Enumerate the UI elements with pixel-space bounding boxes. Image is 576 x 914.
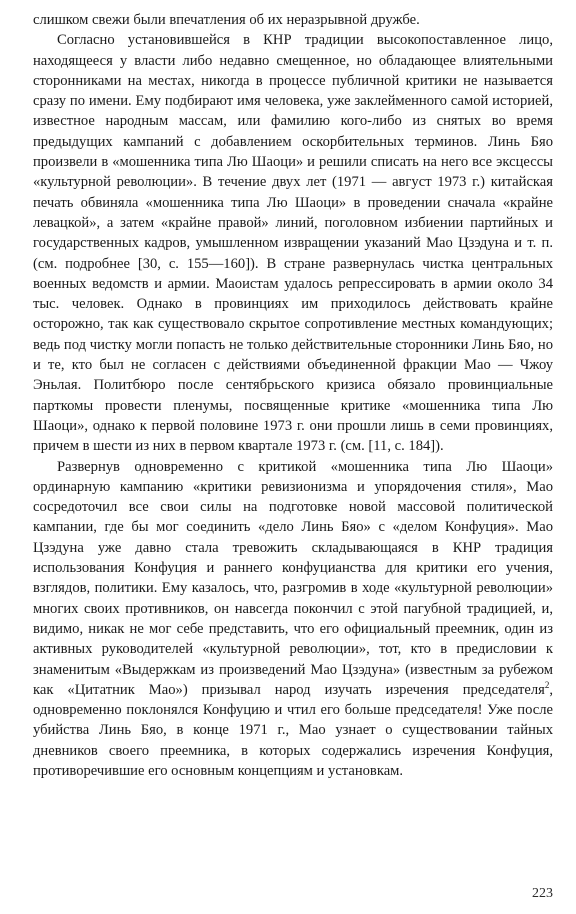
paragraph-tradition: Согласно установившейся в КНР традиции высокопоставленное лицо, находящееся у власти либо недавно смещенное, но обладающее влиятельными сторонниками на местах, никогда в процессе публичной критики не называется сразу по имени. Ему подбирают имя человека, уже заклейменного самой историей, известное народным массам, или фамилию кого-либо из снятых во время предыдущих кампаний с добавлением оскорбительных терминов. Линь Бяо произвели в «мошенника типа Лю Шаоци» и решили списать на него все эксцессы «культурной революции». В течение двух лет (1971 — август 1973 г.) китайская печать обвиняла «мошенника типа Лю Шаоци» в проведении сначала «крайне левацкой», а затем «крайне правой» линий, поголовном избиении партийных и государственных кадров, умышленном извращении указаний Мао Цзэдуна и т. п. (см. подробнее [30, с. 155—160]). В стране развернулась чистка центральных военных ведомств и армии. Маоистам удалось репрессировать в армии около 34 тыс. человек. Однако в провинциях им приходилось действовать крайне осторожно, так как существовало скрытое сопротивление местных командующих; ведь под чистку могли попасть не только действительные сторонники Линь Бяо, но и те, кто был не согласен с действиями объединенной фракции Мао — Чжоу Эньлая. Политбюро после сентябрьского кризиса обязало провинциальные парткомы провести пленумы, посвященные критике «мошенника типа Лю Шаоци», однако к первой половине 1973 г. они прошли лишь в семи провинциях, причем в шести из них в первом квартале 1973 г. (см. [11, с. 184]). [33, 32, 553, 455]
paragraph-campaign [33, 457, 553, 782]
footnote-marker: 2 [544, 679, 550, 690]
paragraph-campaign-part-1: Развернув одновременно с критикой «мошенника типа Лю Шаоци» ординарную кампанию «критики ревизионизма и упорядочения стиля», Мао сосредоточил все свои силы на подготовке новой массовой политической кампании, где бы мог соединить «дело Линь Бяо» с «делом Конфуция». Мао Цзэдуна уже давно стала тревожить складывающаяся в КНР традиция использования Конфуция и раннего конфуцианства для критики его учения, взглядов, политики. Ему казалось, что, разгромив в ходе «культурной революции» многих своих противников, он навсегда покончил с этой пагубной традицией, и, видимо, никак не мог себе представить, что его официальный преемник, один из активных руководителей «культурной революции», тот, кто в предисловии к знаменитым «Выдержкам из произведений Мао Цзэдуна» (известным за рубежом как «Цитатник Мао») призывал народ изучать изречения председателя [33, 458, 553, 698]
paragraph-continued: слишком свежи были впечатления об их неразрывной дружбе. [33, 12, 420, 28]
book-page [33, 10, 553, 910]
paragraph-campaign-part-2: , одновременно поклонялся Конфуцию и чтил его больше председателя! Уже после убийства Линь Бяо, в конце 1971 г., Мао узнает о существовании тайных дневников своего преемника, в которых содержались изречения Конфуция, противоречившие его основным концепциям и установкам. [33, 681, 553, 779]
page-number: 223 [532, 885, 553, 901]
